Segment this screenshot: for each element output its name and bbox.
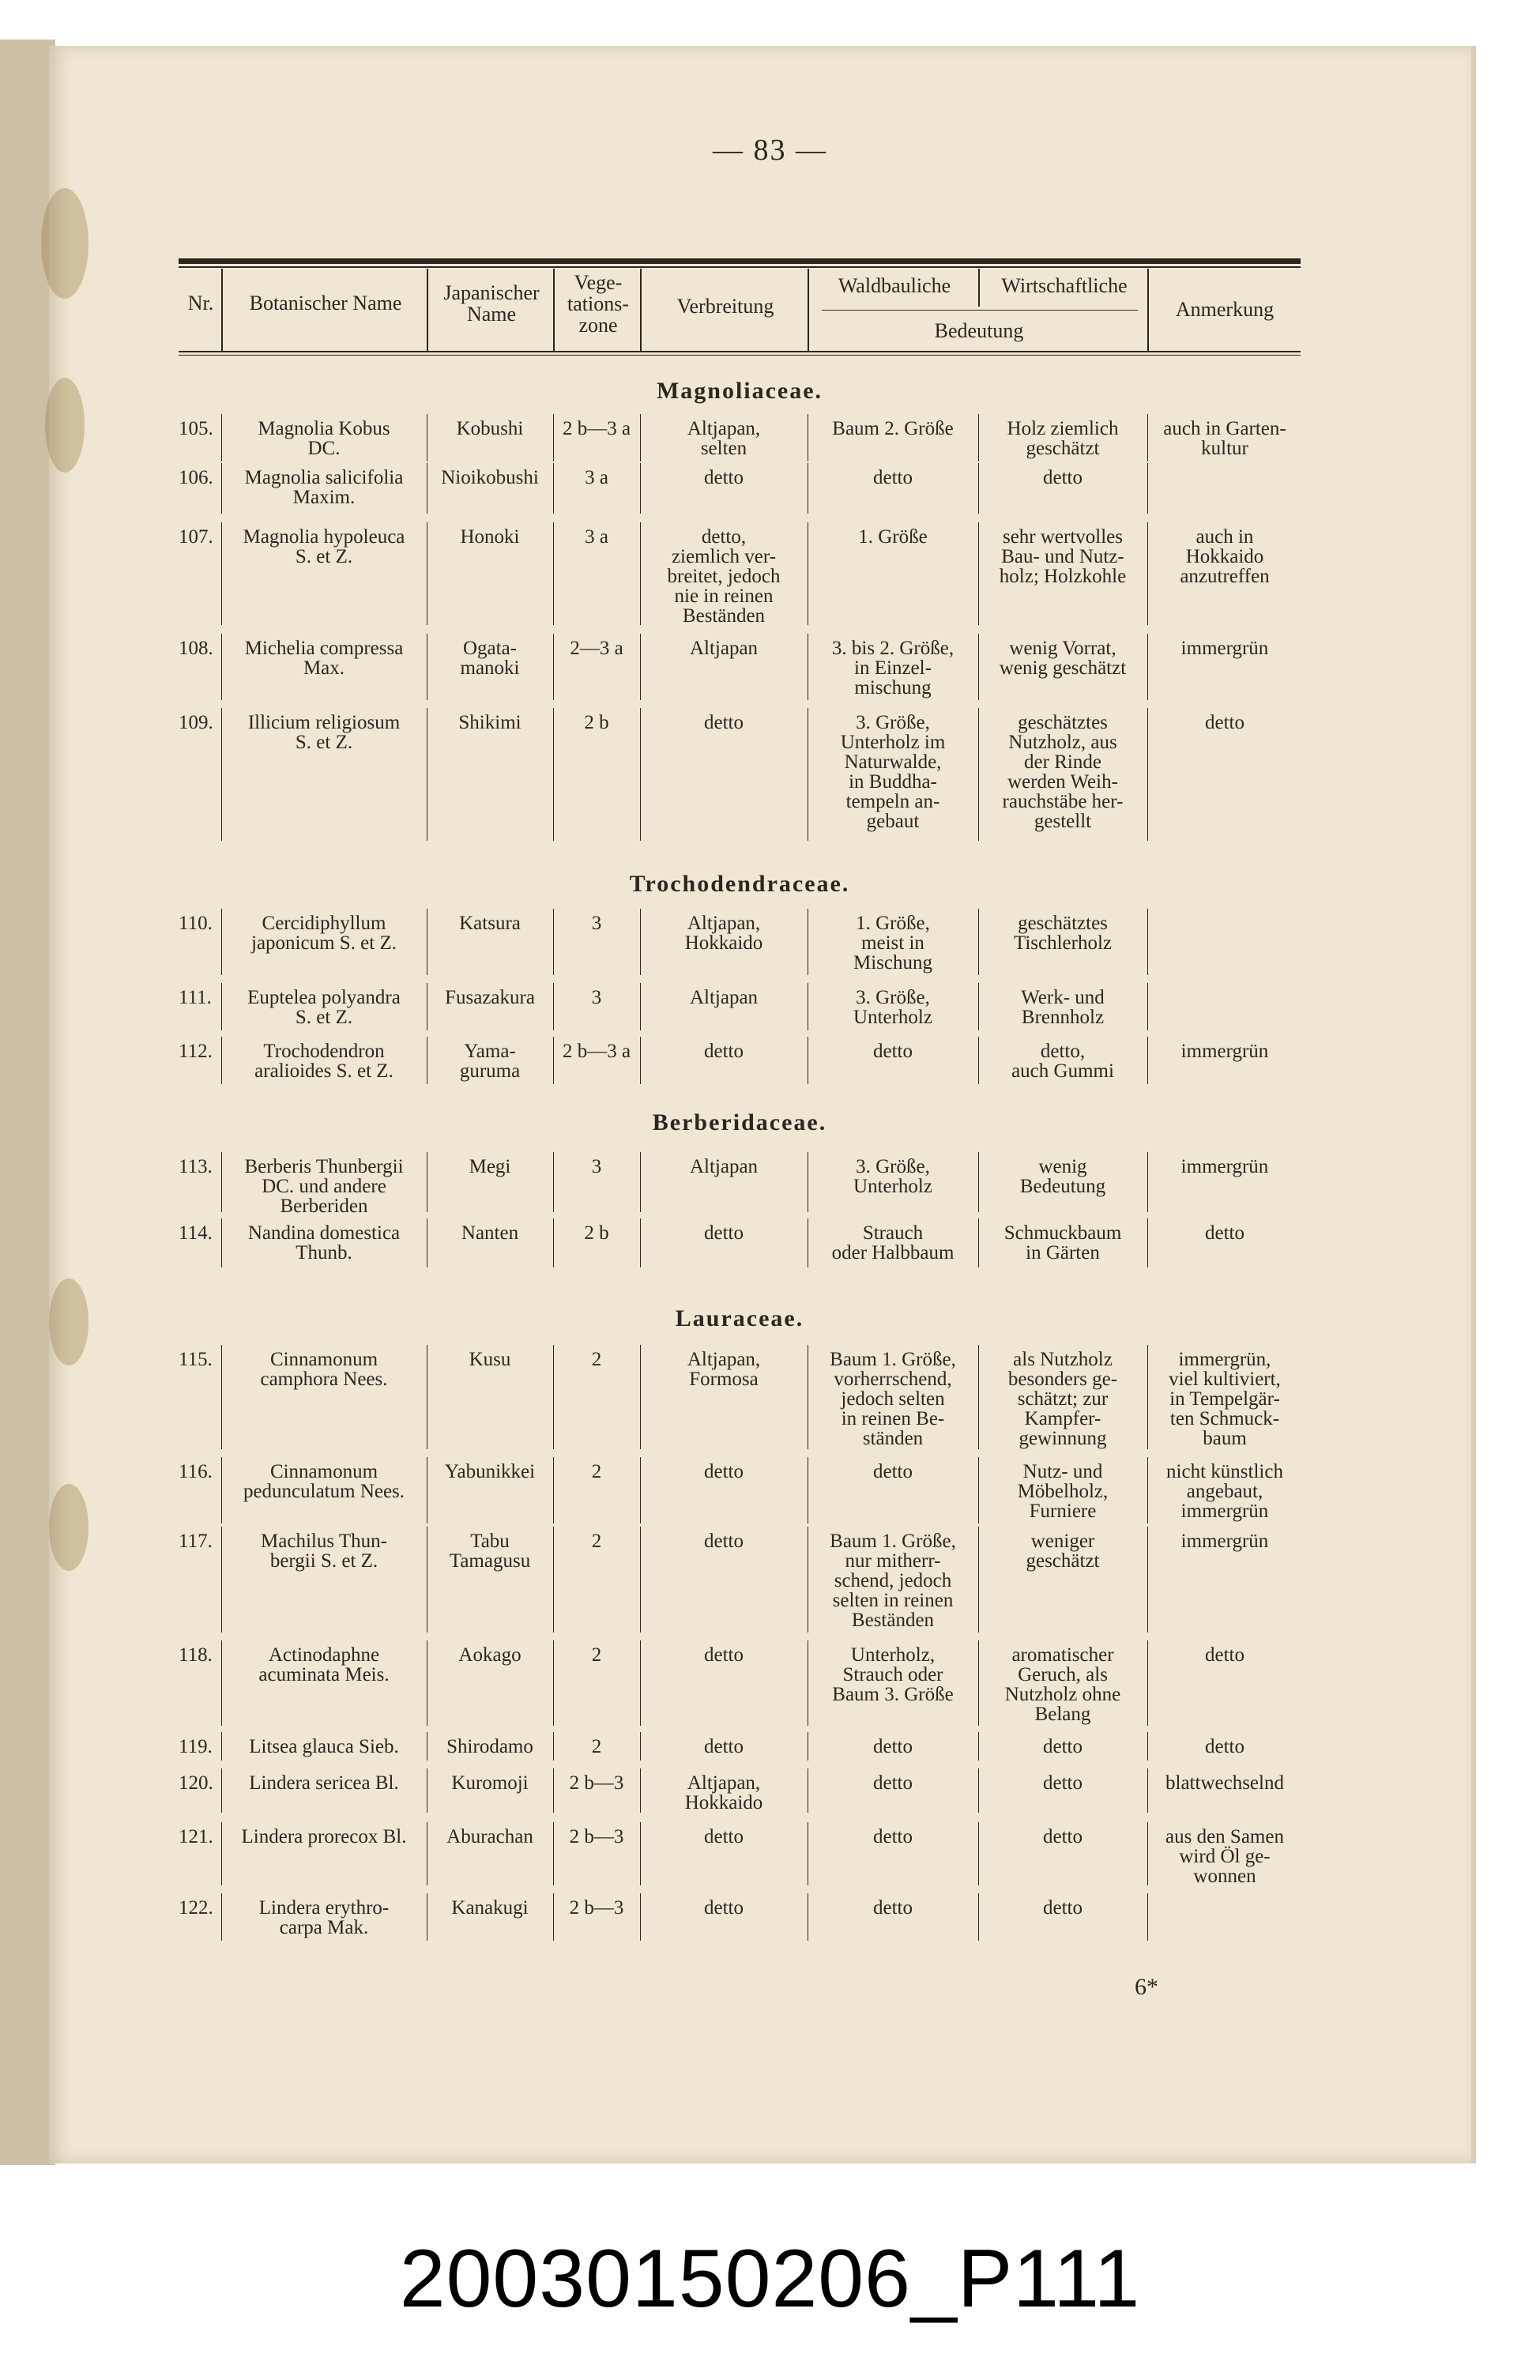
column-divider	[221, 1527, 222, 1632]
column-divider	[1147, 634, 1148, 700]
column-divider	[978, 708, 979, 841]
column-divider	[553, 1152, 554, 1212]
cell-japanese: Aokago	[458, 1644, 521, 1666]
signature-mark: 6*	[1135, 1974, 1158, 2000]
cell-distribution: detto	[704, 1644, 744, 1666]
cell-silvicultural: Baum 1. Größe, vorherrschend, jedoch selten in reinen Be- ständen	[830, 1349, 956, 1449]
column-divider	[1147, 983, 1148, 1030]
cell-nr: 106.	[179, 467, 213, 488]
cell-distribution: Altjapan, selten	[687, 418, 761, 459]
column-divider	[640, 1345, 641, 1449]
cell-distribution: detto	[704, 1897, 744, 1919]
column-divider	[640, 1152, 641, 1212]
cell-silvicultural: 3. Größe, Unterholz	[853, 987, 932, 1028]
column-divider	[221, 909, 222, 975]
column-divider	[640, 1732, 641, 1761]
column-divider	[1147, 1218, 1148, 1267]
column-divider	[640, 634, 641, 700]
cell-economic: aromatischer Geruch, als Nutzholz ohne Belang	[1004, 1644, 1121, 1725]
column-divider	[221, 708, 222, 841]
column-divider	[1147, 1037, 1148, 1084]
cell-economic: als Nutzholz besonders ge- schätzt; zur Kampfer- gewinnung	[1007, 1349, 1118, 1449]
cell-nr: 122.	[179, 1897, 213, 1919]
column-divider	[978, 1527, 979, 1632]
cell-distribution: detto, ziemlich ver- breitet, jedoch nie in reinen Beständen	[667, 526, 781, 627]
header-economic: Wirtschaftliche	[1001, 274, 1128, 297]
cell-remark: auch in Hokkaido anzutreffen	[1180, 526, 1270, 587]
cell-nr: 119.	[179, 1736, 213, 1757]
column-divider	[221, 1640, 222, 1726]
stain-mark	[41, 188, 88, 299]
cell-zone: 2 b—3	[569, 1772, 624, 1794]
column-divider	[1147, 1527, 1148, 1632]
cell-silvicultural: 1. Größe	[858, 526, 928, 548]
cell-zone: 3	[591, 987, 602, 1008]
cell-silvicultural: Baum 2. Größe	[832, 418, 954, 439]
cell-botanical: Lindera sericea Bl.	[249, 1772, 399, 1794]
cell-distribution: detto	[704, 1222, 744, 1244]
column-divider	[1147, 1152, 1148, 1212]
column-divider	[553, 1457, 554, 1523]
header-divider	[1147, 269, 1149, 351]
cell-japanese: Aburachan	[446, 1826, 533, 1847]
column-divider	[978, 522, 979, 625]
cell-remark: blattwechselnd	[1165, 1772, 1284, 1794]
column-divider	[978, 1640, 979, 1726]
header-botanical-name: Botanischer Name	[249, 292, 402, 314]
column-divider	[978, 1768, 979, 1813]
column-divider	[221, 414, 222, 461]
stain-mark	[49, 1278, 88, 1365]
cell-zone: 2 b—3	[569, 1897, 624, 1919]
header-divider	[427, 269, 428, 351]
cell-silvicultural: 1. Größe, meist in Mischung	[853, 913, 932, 973]
cell-nr: 108.	[179, 638, 213, 659]
cell-remark: auch in Garten- kultur	[1163, 418, 1286, 459]
column-divider	[978, 1037, 979, 1084]
header-nr: Nr.	[187, 292, 214, 314]
cell-botanical: Illicium religiosum S. et Z.	[247, 712, 401, 753]
cell-japanese: Shikimi	[458, 712, 521, 733]
cell-silvicultural: Baum 1. Größe, nur mitherr- schend, jedoch selten in reinen Beständen	[830, 1531, 956, 1631]
cell-silvicultural: detto	[873, 1772, 913, 1794]
header-distribution: Verbreitung	[676, 295, 774, 318]
cell-silvicultural: 3. bis 2. Größe, in Einzel- mischung	[831, 638, 954, 699]
column-divider	[221, 1822, 222, 1885]
stain-mark	[45, 378, 85, 473]
column-divider	[221, 1457, 222, 1523]
cell-botanical: Euptelea polyandra S. et Z.	[247, 987, 401, 1028]
cell-zone: 3	[591, 1156, 602, 1177]
column-divider	[553, 1822, 554, 1885]
column-divider	[221, 1768, 222, 1813]
cell-japanese: Shirodamo	[446, 1736, 533, 1757]
cell-zone: 2	[591, 1461, 602, 1482]
column-divider	[640, 708, 641, 841]
cell-remark: immergrün, viel kultiviert, in Tempelgär- ten Schmuck- baum	[1169, 1349, 1281, 1449]
cell-botanical: Machilus Thun- bergii S. et Z.	[261, 1531, 387, 1572]
cell-nr: 120.	[179, 1772, 213, 1794]
cell-distribution: detto	[704, 1826, 744, 1847]
column-divider	[1147, 1457, 1148, 1523]
cell-botanical: Lindera erythro- carpa Mak.	[258, 1897, 390, 1938]
cell-botanical: Lindera prorecox Bl.	[241, 1826, 407, 1847]
cell-nr: 121.	[179, 1826, 213, 1847]
cell-nr: 111.	[179, 987, 212, 1008]
column-divider	[221, 1893, 222, 1941]
cell-distribution: detto	[704, 1531, 744, 1552]
cell-nr: 109.	[179, 712, 213, 733]
cell-botanical: Actinodaphne acuminata Meis.	[258, 1644, 390, 1685]
column-divider	[640, 1768, 641, 1813]
column-divider	[1147, 414, 1148, 461]
cell-nr: 116.	[179, 1461, 213, 1482]
page-number: — 83 —	[713, 134, 827, 167]
stain-mark	[49, 1484, 88, 1571]
cell-japanese: Kuromoji	[451, 1772, 529, 1794]
column-divider	[978, 463, 979, 514]
cell-silvicultural: detto	[873, 1736, 913, 1757]
cell-botanical: Cinnamonum pedunculatum Nees.	[243, 1461, 405, 1502]
cell-japanese: Nioikobushi	[441, 467, 539, 488]
column-divider	[221, 1218, 222, 1267]
cell-silvicultural: detto	[873, 1826, 913, 1847]
cell-japanese: Tabu Tamagusu	[449, 1531, 531, 1572]
cell-economic: wenig Vorrat, wenig geschätzt	[999, 638, 1127, 679]
column-divider	[553, 463, 554, 514]
header-subrule	[822, 310, 1138, 311]
column-divider	[978, 1893, 979, 1941]
cell-remark: immergrün	[1180, 1156, 1269, 1177]
column-divider	[221, 1345, 222, 1449]
column-divider	[1147, 708, 1148, 841]
section-title: Magnoliaceae.	[656, 378, 823, 404]
column-divider	[978, 1457, 979, 1523]
column-divider	[553, 1893, 554, 1941]
column-divider	[640, 1893, 641, 1941]
column-divider	[1147, 1822, 1148, 1885]
cell-distribution: detto	[704, 1041, 744, 1062]
cell-zone: 2 b—3	[569, 1826, 624, 1847]
column-divider	[978, 414, 979, 461]
cell-economic: detto, auch Gummi	[1011, 1041, 1114, 1082]
header-divider	[978, 269, 980, 307]
cell-zone: 3 a	[585, 526, 608, 548]
cell-economic: Schmuckbaum in Gärten	[1003, 1222, 1122, 1263]
cell-economic: Holz ziemlich geschätzt	[1007, 418, 1119, 459]
cell-silvicultural: detto	[873, 467, 913, 488]
column-divider	[978, 1152, 979, 1212]
cell-botanical: Litsea glauca Sieb.	[249, 1736, 399, 1757]
column-divider	[1147, 1345, 1148, 1449]
cell-japanese: Kobushi	[456, 418, 524, 439]
cell-remark: immergrün	[1180, 1041, 1269, 1062]
column-divider	[1147, 909, 1148, 975]
cell-botanical: Magnolia salicifolia Maxim.	[244, 467, 404, 508]
cell-economic: Nutz- und Möbelholz, Furniere	[1017, 1461, 1109, 1522]
column-divider	[978, 1218, 979, 1267]
cell-distribution: detto	[704, 467, 744, 488]
table-top-rule	[179, 266, 1301, 268]
column-divider	[221, 634, 222, 700]
header-divider	[553, 269, 555, 351]
cell-distribution: Altjapan, Hokkaido	[684, 1772, 763, 1813]
column-divider	[640, 1037, 641, 1084]
column-divider	[553, 1345, 554, 1449]
column-divider	[1147, 1893, 1148, 1941]
cell-japanese: Yama- guruma	[459, 1041, 521, 1082]
column-divider	[978, 983, 979, 1030]
cell-remark: detto	[1205, 1222, 1244, 1244]
column-divider	[221, 463, 222, 514]
background-edge	[0, 40, 55, 2165]
column-divider	[553, 1037, 554, 1084]
cell-nr: 118.	[179, 1644, 213, 1666]
cell-japanese: Honoki	[460, 526, 520, 548]
cell-distribution: detto	[704, 1461, 744, 1482]
column-divider	[553, 1218, 554, 1267]
cell-distribution: detto	[704, 712, 744, 733]
column-divider	[640, 1822, 641, 1885]
column-divider	[640, 909, 641, 975]
cell-economic: wenig Bedeutung	[1019, 1156, 1106, 1197]
cell-nr: 110.	[179, 913, 213, 934]
column-divider	[978, 1732, 979, 1761]
cell-japanese: Kanakugi	[451, 1897, 529, 1919]
cell-silvicultural: 3. Größe, Unterholz im Naturwalde, in Buddha- tempeln an- gebaut	[840, 712, 946, 832]
cell-nr: 113.	[179, 1156, 213, 1177]
cell-zone: 2	[591, 1531, 602, 1552]
section-title: Berberidaceae.	[652, 1109, 827, 1135]
cell-botanical: Cercidiphyllum japonicum S. et Z.	[251, 913, 397, 954]
header-divider	[221, 269, 223, 351]
cell-remark: immergrün	[1180, 638, 1269, 659]
cell-distribution: detto	[704, 1736, 744, 1757]
column-divider	[978, 1822, 979, 1885]
cell-nr: 115.	[179, 1349, 213, 1370]
cell-nr: 117.	[179, 1531, 213, 1552]
column-divider	[221, 1037, 222, 1084]
column-divider	[640, 1527, 641, 1632]
cell-economic: detto	[1043, 467, 1083, 488]
cell-economic: detto	[1043, 1826, 1083, 1847]
cell-economic: detto	[1043, 1736, 1083, 1757]
column-divider	[640, 1640, 641, 1726]
cell-silvicultural: 3. Größe, Unterholz	[853, 1156, 932, 1197]
cell-zone: 2—3 a	[570, 638, 623, 659]
cell-remark: nicht künstlich angebaut, immergrün	[1166, 1461, 1283, 1522]
cell-japanese: Kusu	[469, 1349, 511, 1370]
cell-distribution: Altjapan	[689, 1156, 759, 1177]
cell-japanese: Katsura	[459, 913, 521, 934]
cell-economic: detto	[1043, 1772, 1083, 1794]
column-divider	[553, 1527, 554, 1632]
cell-japanese: Yabunikkei	[444, 1461, 536, 1482]
cell-silvicultural: Unterholz, Strauch oder Baum 3. Größe	[832, 1644, 954, 1705]
header-significance: Bedeutung	[934, 319, 1024, 342]
cell-japanese: Fusazakura	[445, 987, 535, 1008]
cell-silvicultural: detto	[873, 1041, 913, 1062]
cell-remark: detto	[1205, 1736, 1244, 1757]
cell-botanical: Trochodendron aralioides S. et Z.	[254, 1041, 393, 1082]
column-divider	[553, 414, 554, 461]
column-divider	[1147, 1732, 1148, 1761]
cell-remark: detto	[1205, 712, 1244, 733]
cell-japanese: Ogata- manoki	[460, 638, 520, 679]
column-divider	[640, 414, 641, 461]
cell-distribution: Altjapan	[689, 638, 759, 659]
cell-silvicultural: Strauch oder Halbbaum	[831, 1222, 954, 1263]
cell-distribution: Altjapan, Formosa	[687, 1349, 761, 1390]
cell-nr: 107.	[179, 526, 213, 548]
column-divider	[1147, 463, 1148, 514]
column-divider	[553, 634, 554, 700]
cell-japanese: Nanten	[461, 1222, 519, 1244]
header-divider	[640, 269, 642, 351]
header-divider	[808, 269, 809, 351]
cell-economic: Werk- und Brennholz	[1021, 987, 1105, 1028]
cell-zone: 3 a	[585, 467, 608, 488]
column-divider	[1147, 522, 1148, 625]
table-header-rule	[179, 355, 1301, 356]
column-divider	[553, 1732, 554, 1761]
column-divider	[1147, 1640, 1148, 1726]
cell-botanical: Michelia compressa Max.	[244, 638, 404, 679]
column-divider	[640, 1218, 641, 1267]
cell-zone: 2 b—3 a	[562, 1041, 631, 1062]
column-divider	[640, 463, 641, 514]
cell-economic: sehr wertvolles Bau- und Nutz- holz; Holzkohle	[999, 526, 1127, 587]
cell-nr: 105.	[179, 418, 213, 439]
column-divider	[553, 1640, 554, 1726]
cell-nr: 112.	[179, 1041, 213, 1062]
cell-zone: 2	[591, 1644, 602, 1666]
cell-zone: 2	[591, 1736, 602, 1757]
table-header-rule	[179, 351, 1301, 352]
cell-botanical: Berberis Thunbergii DC. und andere Berberiden	[244, 1156, 404, 1217]
cell-zone: 2 b—3 a	[562, 418, 631, 439]
header-silvicultural: Waldbauliche	[838, 274, 951, 297]
cell-botanical: Cinnamonum camphora Nees.	[260, 1349, 388, 1390]
cell-remark: immergrün	[1180, 1531, 1269, 1552]
cell-remark: detto	[1205, 1644, 1244, 1666]
column-divider	[221, 1152, 222, 1212]
column-divider	[978, 909, 979, 975]
cell-nr: 114.	[179, 1222, 213, 1244]
section-title: Lauraceae.	[675, 1305, 804, 1331]
cell-zone: 2	[591, 1349, 602, 1370]
section-title: Trochodendraceae.	[629, 871, 850, 897]
cell-silvicultural: detto	[873, 1461, 913, 1482]
cell-economic: weniger geschätzt	[1026, 1531, 1100, 1572]
column-divider	[553, 909, 554, 975]
cell-zone: 2 b	[584, 712, 609, 733]
cell-distribution: Altjapan	[689, 987, 759, 1008]
column-divider	[640, 522, 641, 625]
table-top-rule	[179, 258, 1301, 264]
column-divider	[978, 1345, 979, 1449]
cell-economic: detto	[1043, 1897, 1083, 1919]
cell-economic: geschätztes Tischlerholz	[1013, 913, 1113, 954]
cell-zone: 3	[591, 913, 602, 934]
cell-japanese: Megi	[469, 1156, 511, 1177]
header-remark: Anmerkung	[1175, 298, 1275, 321]
column-divider	[553, 1768, 554, 1813]
column-divider	[553, 522, 554, 625]
cell-economic: geschätztes Nutzholz, aus der Rinde werden Weih- rauchstäbe her- gestellt	[1002, 712, 1124, 832]
column-divider	[553, 708, 554, 841]
cell-silvicultural: detto	[873, 1897, 913, 1919]
column-divider	[640, 983, 641, 1030]
cell-zone: 2 b	[584, 1222, 609, 1244]
cell-remark: aus den Samen wird Öl ge- wonnen	[1165, 1826, 1284, 1887]
column-divider	[553, 983, 554, 1030]
cell-botanical: Magnolia hypoleuca S. et Z.	[243, 526, 405, 567]
header-japanese-name: Japanischer Name	[443, 281, 540, 326]
column-divider	[221, 522, 222, 625]
header-vegetation-zone: Vege- tations- zone	[567, 271, 629, 337]
cell-botanical: Nandina domestica Thunb.	[247, 1222, 401, 1263]
column-divider	[221, 983, 222, 1030]
cell-botanical: Magnolia Kobus DC.	[258, 418, 390, 459]
column-divider	[221, 1732, 222, 1761]
column-divider	[978, 634, 979, 700]
file-caption: 20030150206_P111	[399, 2233, 1141, 2325]
cell-distribution: Altjapan, Hokkaido	[684, 913, 763, 954]
column-divider	[1147, 1768, 1148, 1813]
column-divider	[640, 1457, 641, 1523]
